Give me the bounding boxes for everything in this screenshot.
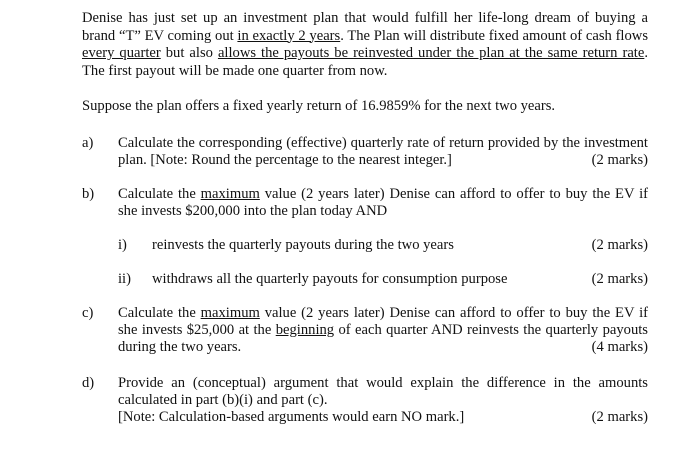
question-d-body <box>118 375 648 426</box>
question-b-sub-i-text: reinvests the quarterly payouts during the two years <box>152 237 454 253</box>
question-b-text-2: value (2 years later) Denise can afford to offer to buy the EV if she invests $200,000 into the plan today AND <box>118 186 648 219</box>
question-b-text-1: Calculate the <box>118 186 201 202</box>
question-b-underline-maximum: maximum <box>200 186 260 202</box>
question-a-label: a) <box>82 135 94 151</box>
question-b-body <box>118 186 648 220</box>
question-b-sub-i-marks: (2 marks) <box>591 237 648 253</box>
intro-text-3: but also <box>160 45 218 61</box>
question-c-label: c) <box>82 305 94 321</box>
question-c-text-1: Calculate the <box>118 305 201 321</box>
premise-paragraph: Suppose the plan offers a fixed yearly return of 16.9859% for the next two years. <box>82 98 556 114</box>
question-b-label: b) <box>82 186 95 202</box>
intro-underline-reinvested: allows the payouts be reinvested under the plan at the same return rate <box>217 45 645 61</box>
intro-paragraph <box>82 10 648 80</box>
intro-text-1: Denise has just set up an investment plan that would fulfill her life-long dream of buying a brand “T” EV coming out <box>82 10 648 44</box>
intro-text-4: . The first payout will be made one quarter from now. <box>82 45 648 79</box>
intro-text-2: . The Plan will distribute fixed amount of cash flows <box>340 27 648 44</box>
question-a-body <box>118 135 648 169</box>
question-d-text: Provide an (conceptual) argument that would explain the difference in the amounts calculated in part (b)(i) and part (c). <box>118 375 648 408</box>
question-c-underline-beginning: beginning <box>275 322 335 338</box>
question-d-note: [Note: Calculation-based arguments would earn NO mark.] <box>118 409 465 425</box>
question-c-marks: (4 marks) <box>591 339 648 355</box>
question-c-text-2: value (2 years later) Denise can afford to offer to buy the EV if she invests $25,000 at the <box>118 305 648 338</box>
question-c-text-3: of each quarter AND reinvests the quarterly payouts during the two years. <box>118 322 648 355</box>
question-d-note-row <box>118 409 648 426</box>
question-b-sub-i-label: i) <box>118 237 127 253</box>
question-b-sub-ii-text: withdraws all the quarterly payouts for consumption purpose <box>152 271 508 287</box>
question-a-text: Calculate the corresponding (effective) quarterly rate of return provided by the investment plan. [Note: Round the percentage to the nearest integer.] <box>118 135 648 168</box>
question-b-sub-ii-label: ii) <box>118 271 131 287</box>
question-a-marks: (2 marks) <box>591 152 648 168</box>
question-c-body <box>118 305 648 356</box>
intro-underline-exactly-2-years: in exactly 2 years <box>237 27 341 44</box>
question-b-sub-ii-marks: (2 marks) <box>591 271 648 287</box>
question-d-label: d) <box>82 375 95 391</box>
intro-underline-every-quarter: every quarter <box>82 45 161 61</box>
question-d-marks: (2 marks) <box>591 409 648 425</box>
question-c-underline-maximum: maximum <box>200 305 260 321</box>
